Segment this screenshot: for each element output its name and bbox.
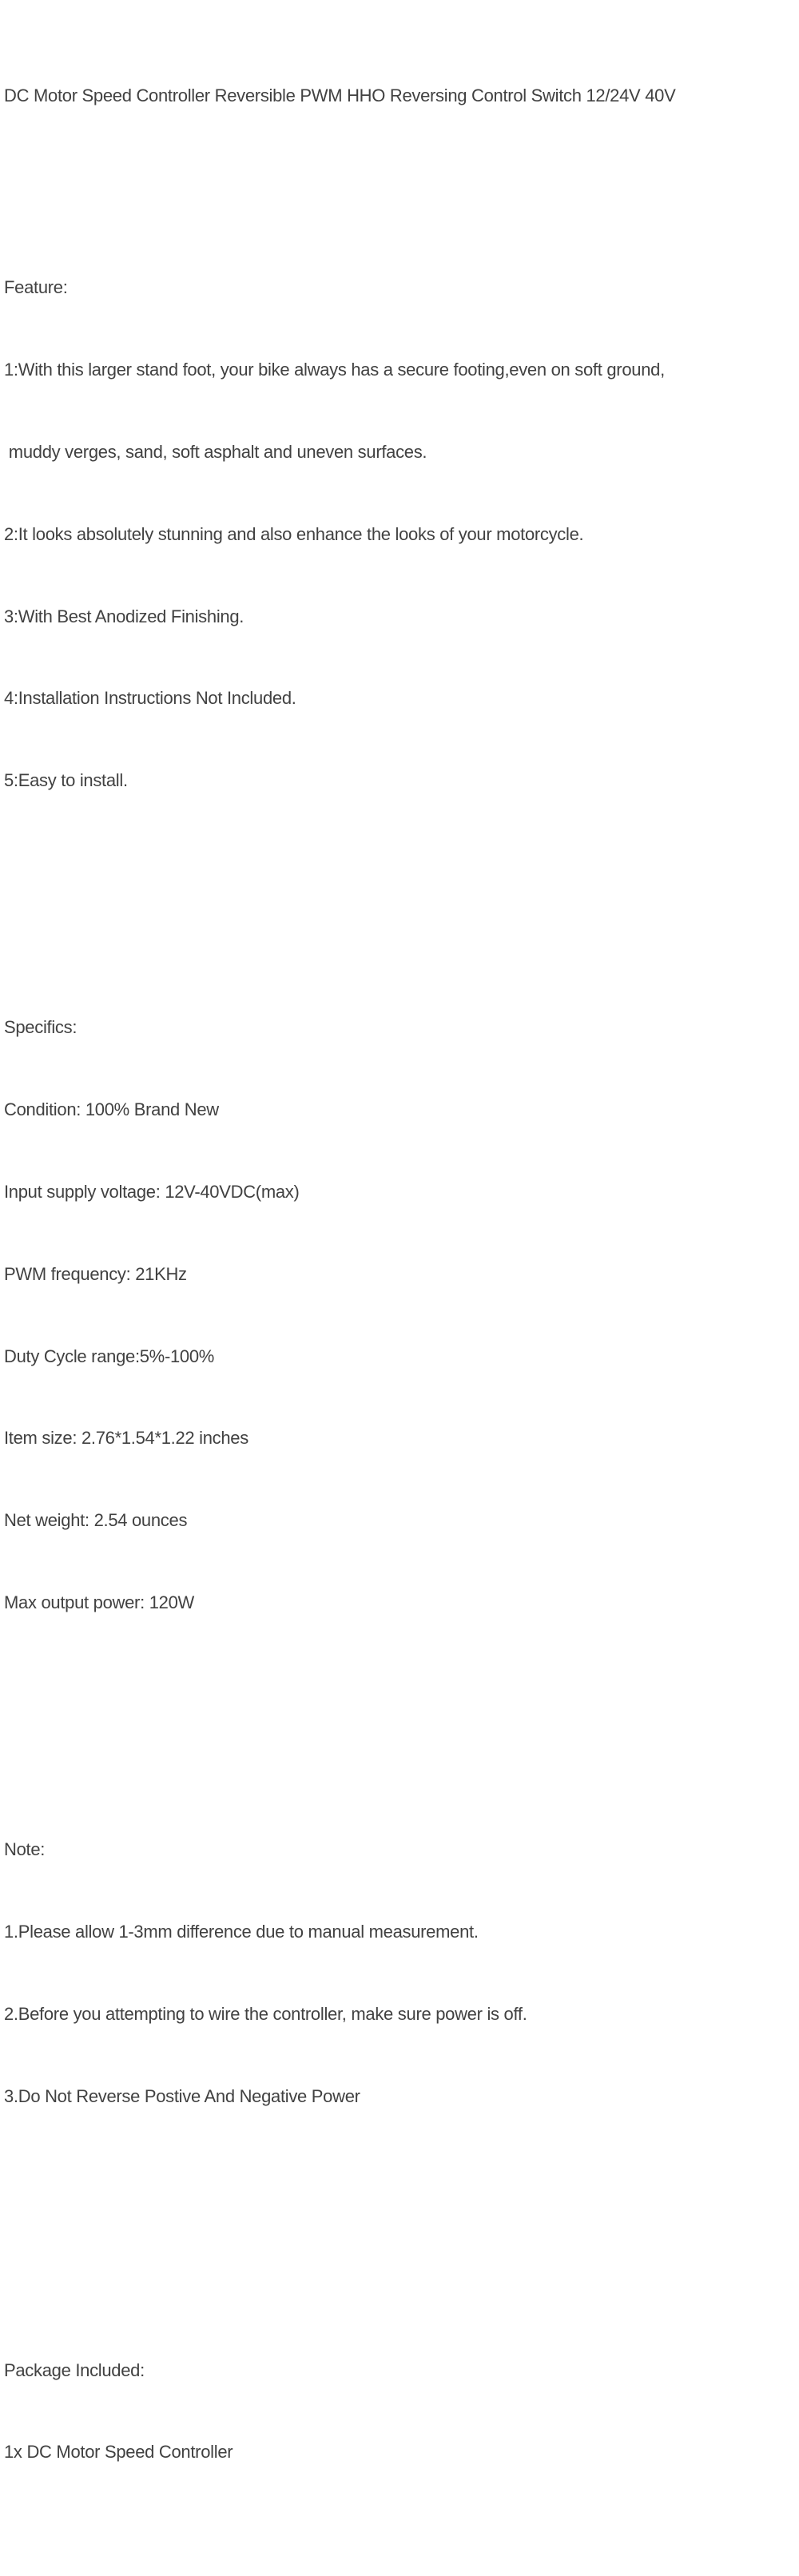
feature-line: muddy verges, sand, soft asphalt and uneven surfaces.	[4, 441, 427, 462]
spec-duty-cycle: Duty Cycle range:5%-100%	[4, 1346, 215, 1366]
feature-line: 2:It looks absolutely stunning and also enhance the looks of your motorcycle.	[4, 523, 584, 544]
note-line: 2.Before you attempting to wire the controller, make sure power is off.	[4, 2003, 527, 2024]
feature-line: 5:Easy to install.	[4, 770, 128, 791]
spec-max-output-power: Max output power: 120W	[4, 1592, 194, 1613]
note-line: 3.Do Not Reverse Postive And Negative Power	[4, 2085, 360, 2106]
spec-condition: Condition: 100% Brand New	[4, 1099, 219, 1119]
spec-net-weight: Net weight: 2.54 ounces	[4, 1510, 188, 1531]
note-heading: Note:	[4, 1839, 46, 1859]
specifics-heading: Specifics:	[4, 1016, 78, 1037]
package-included-heading: Package Included:	[4, 2359, 145, 2380]
feature-line: 1:With this larger stand foot, your bike always has a secure footing,even on soft ground,	[4, 359, 665, 380]
feature-line: 4:Installation Instructions Not Included.	[4, 688, 296, 709]
package-included-item: 1x DC Motor Speed Controller	[4, 2442, 233, 2463]
feature-section	[4, 219, 799, 849]
spec-pwm-frequency: PWM frequency: 21KHz	[4, 1263, 187, 1284]
note-line: 1.Please allow 1-3mm difference due to manual measurement.	[4, 1921, 479, 1942]
spec-item-size: Item size: 2.76*1.54*1.22 inches	[4, 1428, 248, 1449]
feature-line: 3:With Best Anodized Finishing.	[4, 606, 244, 626]
note-section	[4, 1781, 799, 2165]
product-title: DC Motor Speed Controller Reversible PWM HHO Reversing Control Switch 12/24V 40V	[4, 85, 676, 105]
package-included-section	[4, 2302, 799, 2521]
spec-input-voltage: Input supply voltage: 12V-40VDC(max)	[4, 1181, 300, 1202]
specifics-section	[4, 959, 799, 1672]
feature-heading: Feature:	[4, 276, 68, 297]
